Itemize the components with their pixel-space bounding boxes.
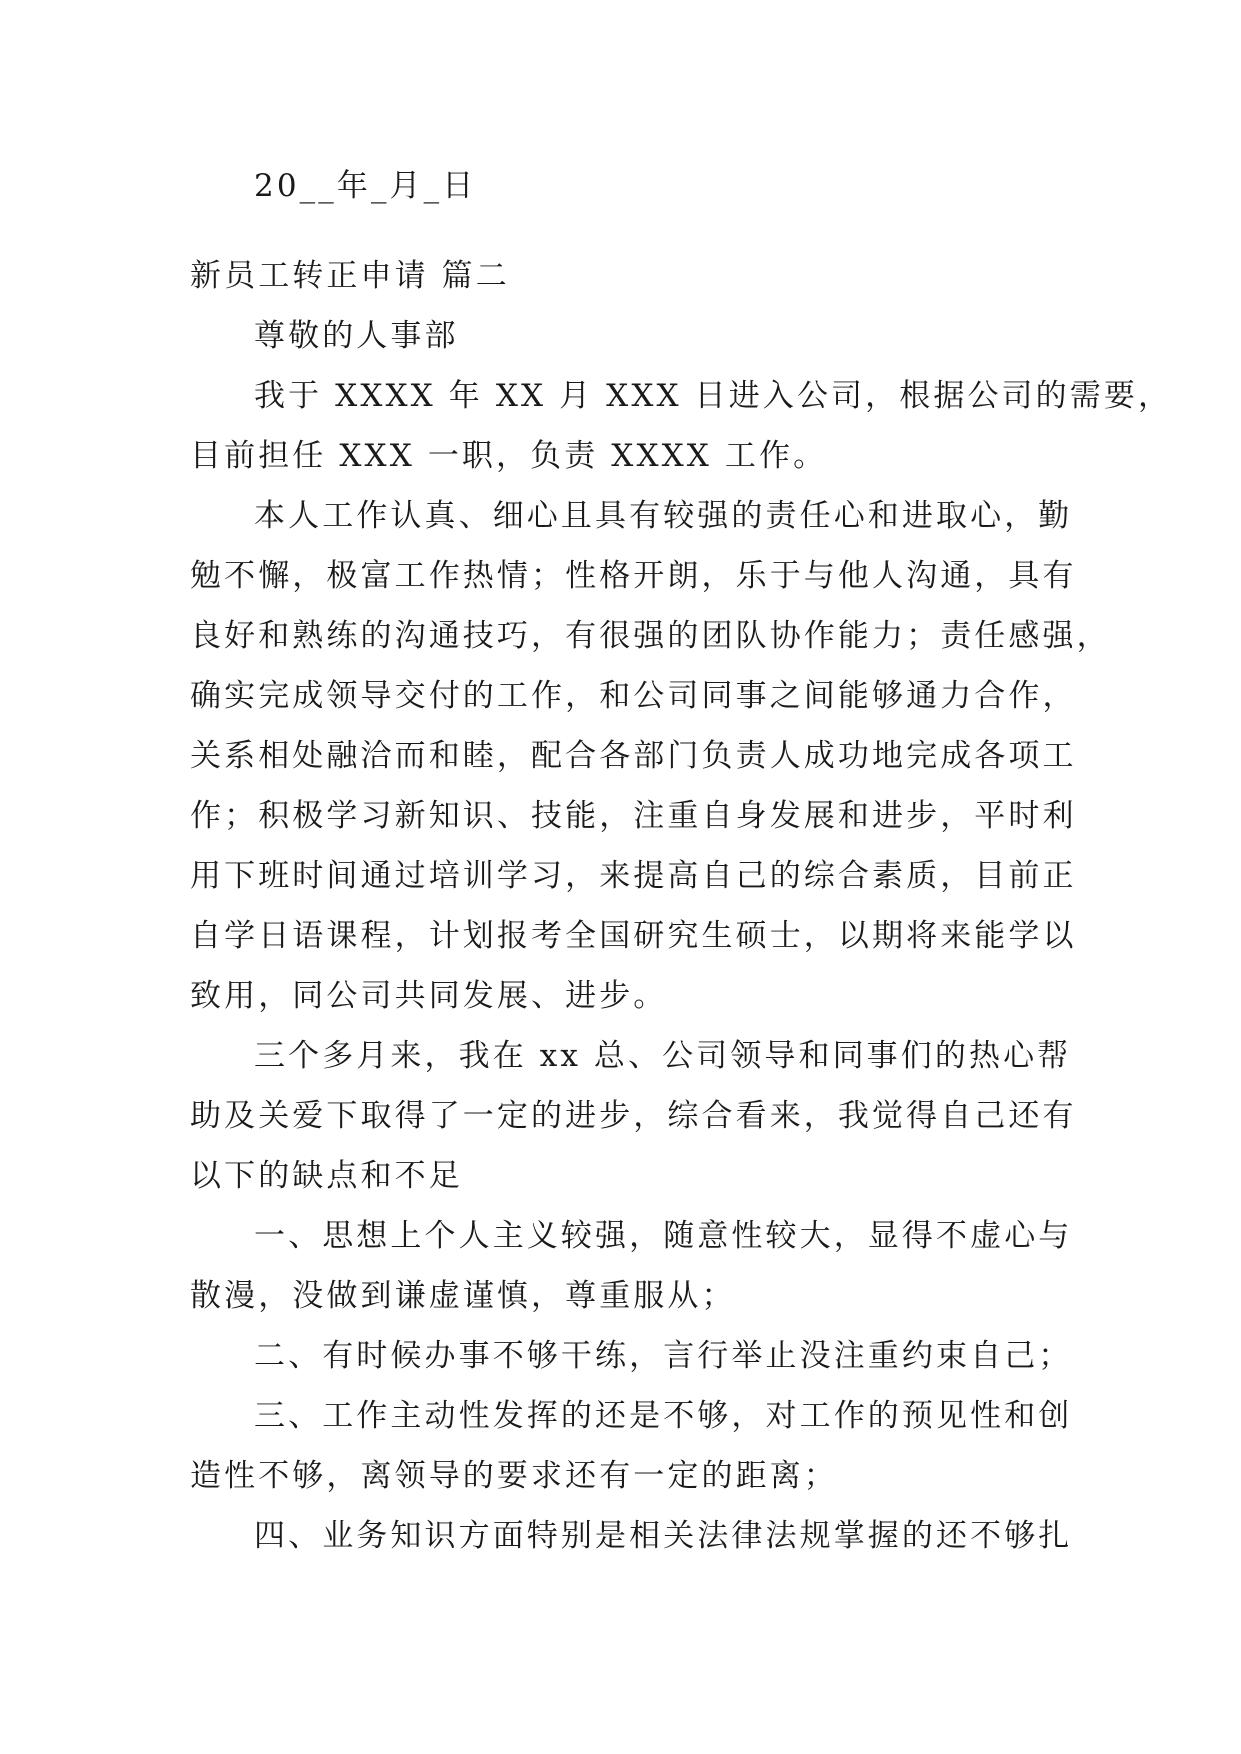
paragraph-line: 关系相处融洽而和睦，配合各部门负责人成功地完成各项工 xyxy=(190,738,1077,774)
paragraph-line: 造性不够，离领导的要求还有一定的距离； xyxy=(190,1458,838,1494)
paragraph-line: 助及关爱下取得了一定的进步，综合看来，我觉得自己还有 xyxy=(190,1098,1077,1134)
paragraph-line: 我于 XXXX 年 XX 月 XXX 日进入公司，根据公司的需要， xyxy=(254,378,1173,414)
paragraph-line: 本人工作认真、细心且具有较强的责任心和进取心，勤 xyxy=(254,498,1073,534)
paragraph-line: 三个多月来，我在 xx 总、公司领导和同事们的热心帮 xyxy=(254,1038,1072,1074)
paragraph-line: 自学日语课程，计划报考全国研究生硕士，以期将来能学以 xyxy=(190,918,1077,954)
paragraph-line: 目前担任 XXX 一职，负责 XXXX 工作。 xyxy=(190,438,828,474)
paragraph-line: 散漫，没做到谦虚谨慎，尊重服从； xyxy=(190,1278,736,1314)
paragraph-line: 致用，同公司共同发展、进步。 xyxy=(190,978,668,1014)
paragraph-line: 四、业务知识方面特别是相关法律法规掌握的还不够扎 xyxy=(254,1518,1073,1554)
section-title: 新员工转正申请 篇二 xyxy=(190,258,510,294)
paragraph-line: 一、思想上个人主义较强，随意性较大，显得不虚心与 xyxy=(254,1218,1073,1254)
paragraph-line: 勉不懈，极富工作热情；性格开朗，乐于与他人沟通，具有 xyxy=(190,558,1077,594)
paragraph-line: 二、有时候办事不够干练，言行举止没注重约束自己； xyxy=(254,1338,1073,1374)
paragraph-line: 三、工作主动性发挥的还是不够，对工作的预见性和创 xyxy=(254,1398,1073,1434)
paragraph-line: 作；积极学习新知识、技能，注重自身发展和进步，平时利 xyxy=(190,798,1077,834)
salutation: 尊敬的人事部 xyxy=(254,318,459,354)
paragraph-line: 良好和熟练的沟通技巧，有很强的团队协作能力；责任感强， xyxy=(190,618,1111,654)
date-line: 20__年_月_日 xyxy=(254,168,477,204)
paragraph-line: 以下的缺点和不足 xyxy=(190,1158,463,1194)
paragraph-line: 用下班时间通过培训学习，来提高自己的综合素质，目前正 xyxy=(190,858,1077,894)
paragraph-line: 确实完成领导交付的工作，和公司同事之间能够通力合作， xyxy=(190,678,1077,714)
